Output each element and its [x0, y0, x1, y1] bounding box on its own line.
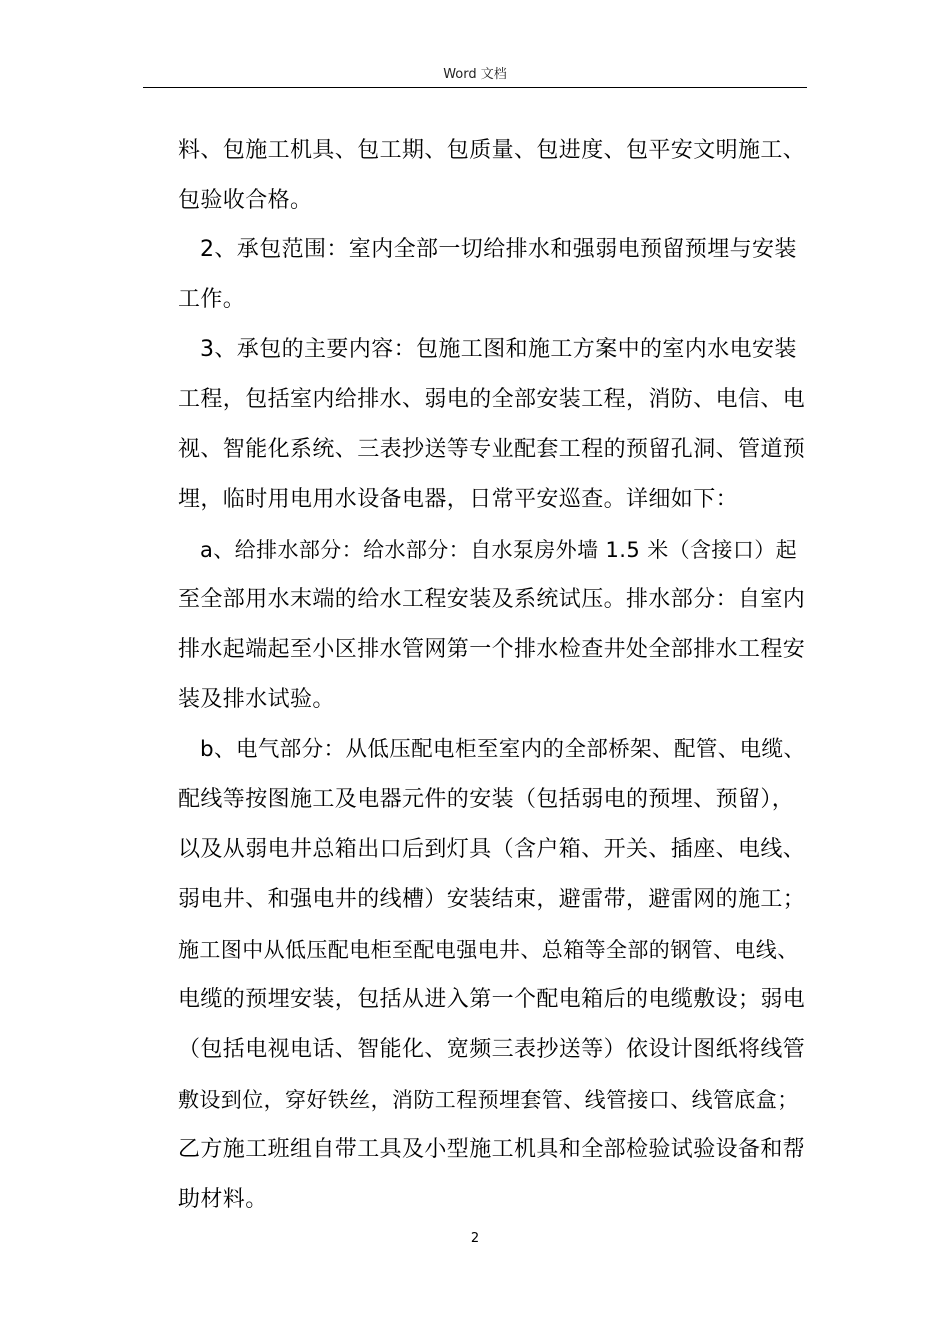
page-header: Word 文档 — [443, 67, 507, 82]
body-line: 料、包施工机具、包工期、包质量、包进度、包平安文明施工、 — [178, 138, 806, 163]
body-line: 2、承包范围：室内全部一切给排水和强弱电预留预埋与安装 — [200, 237, 797, 262]
body-line: 包验收合格。 — [178, 188, 313, 213]
body-line: a、给排水部分：给水部分：自水泵房外墙 1.5 米（含接口）起 — [200, 538, 798, 562]
body-line: 排水起端起至小区排水管网第一个排水检查井处全部排水工程安 — [178, 637, 806, 662]
body-line: 3、承包的主要内容：包施工图和施工方案中的室内水电安装 — [200, 337, 797, 362]
page-number: 2 — [470, 1231, 480, 1246]
body-line: 至全部用水末端的给水工程安装及系统试压。排水部分：自室内 — [178, 587, 806, 612]
body-line: b、电气部分：从低压配电柜至室内的全部桥架、配管、电缆、 — [200, 737, 806, 762]
body-line: 工作。 — [178, 287, 246, 312]
body-line: 装及排水试验。 — [178, 687, 335, 712]
body-line: 电缆的预埋安装，包括从进入第一个配电箱后的电缆敷设；弱电 — [178, 987, 806, 1012]
body-line: 配线等按图施工及电器元件的安装（包括弱电的预埋、预留）， — [178, 787, 795, 812]
body-line: 工程，包括室内给排水、弱电的全部安装工程，消防、电信、电 — [178, 387, 806, 412]
header-divider — [143, 87, 807, 88]
body-line: 乙方施工班组自带工具及小型施工机具和全部检验试验设备和帮 — [178, 1137, 806, 1162]
body-line: 视、智能化系统、三表抄送等专业配套工程的预留孔洞、管道预 — [178, 437, 806, 462]
body-line: 助材料。 — [178, 1187, 268, 1212]
body-line: 敷设到位，穿好铁丝，消防工程预埋套管、线管接口、线管底盒； — [178, 1088, 799, 1112]
body-line: 弱电井、和强电井的线槽）安装结束，避雷带，避雷网的施工； — [178, 887, 806, 912]
body-line: 埋，临时用电用水设备电器，日常平安巡查。详细如下： — [178, 487, 739, 512]
body-line: 以及从弱电井总箱出口后到灯具（含户箱、开关、插座、电线、 — [178, 837, 806, 862]
body-line: （包括电视电话、智能化、宽频三表抄送等）依设计图纸将线管 — [178, 1037, 806, 1062]
body-line: 施工图中从低压配电柜至配电强电井、总箱等全部的钢管、电线、 — [178, 938, 799, 962]
